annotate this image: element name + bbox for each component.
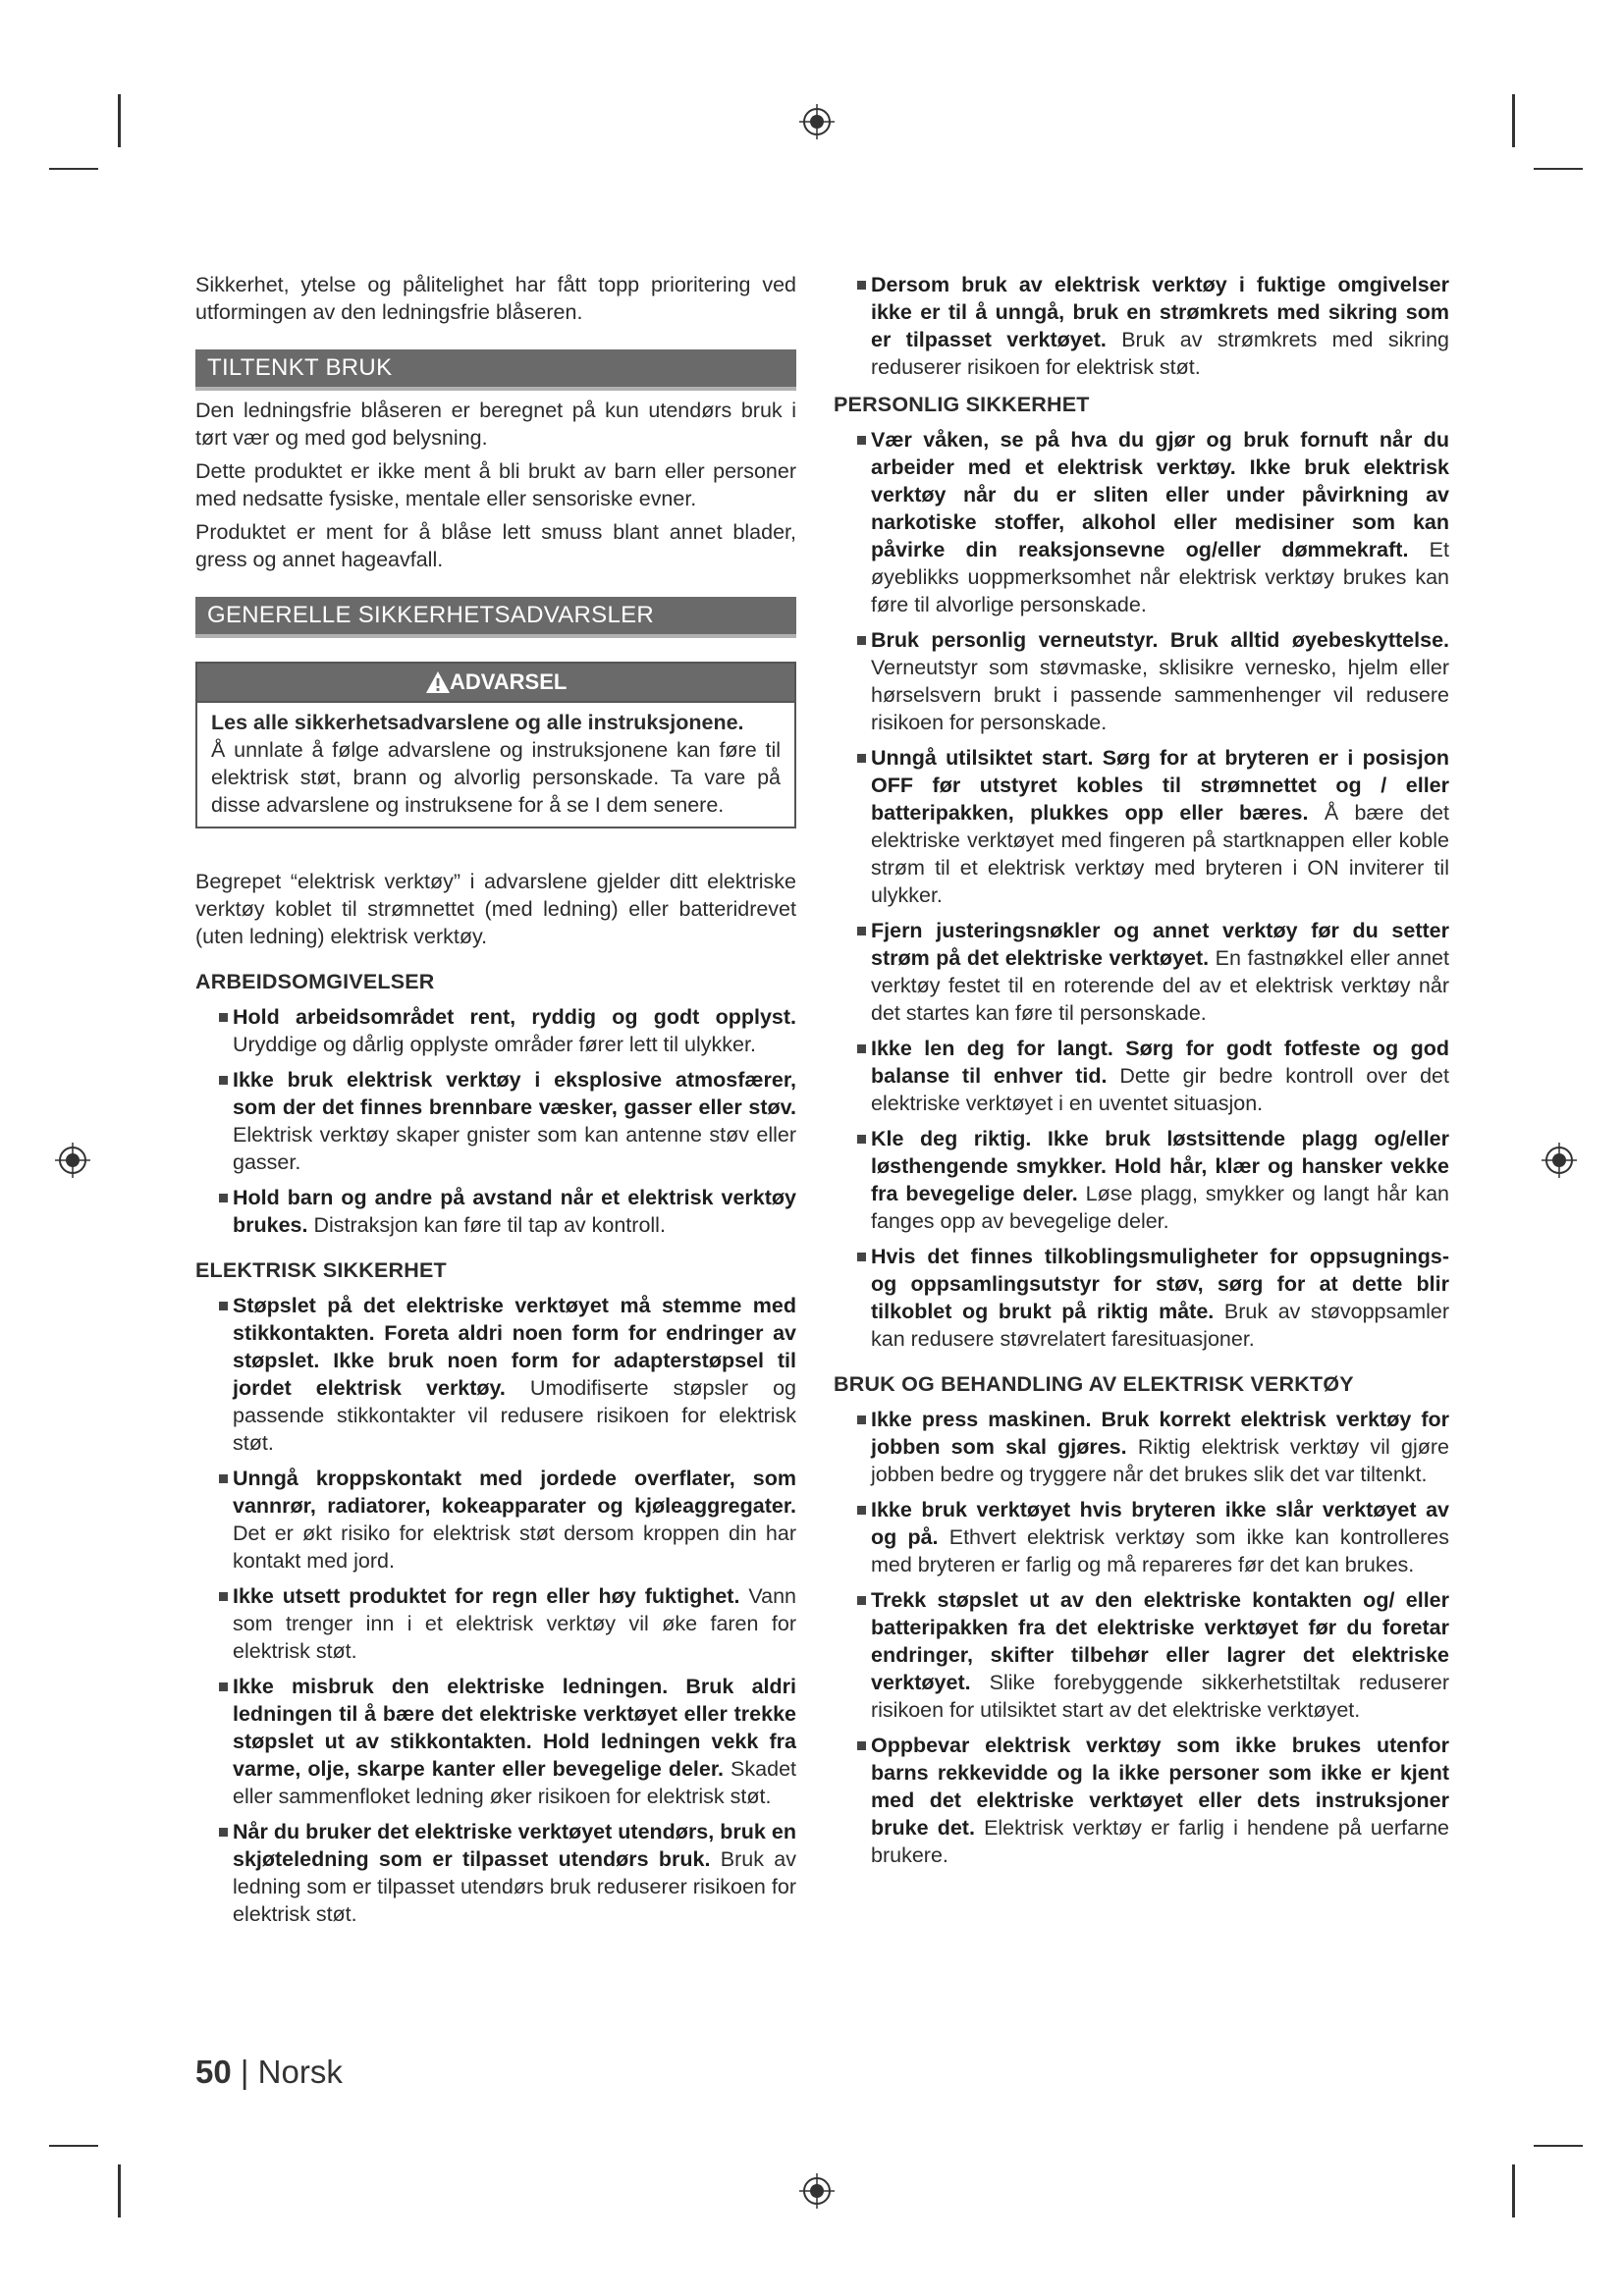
list-continued: [834, 271, 1449, 381]
bullet-icon: [857, 754, 866, 763]
warning-header: [197, 664, 794, 703]
list-personlig-sikkerhet: [834, 426, 1449, 1353]
heading-elektrisk-sikkerhet: ELEKTRISK SIKKERHET: [195, 1258, 447, 1282]
bullet-icon: [219, 1302, 228, 1310]
crop-mark: [118, 2164, 121, 2217]
list-item: Trekk støpslet ut av den elektriske kontakten og/ eller batteripakken fra det elektriske verktøyet før du foretar endringer, skifter tilbehør eller lagrer det elektriske verktøyet. Slike forebyggende sikkerhetstiltak reduserer risikoen for utilsiktet start av det elektriske verktøyet.: [834, 1586, 1449, 1724]
left-column: [195, 271, 796, 1936]
bullet-icon: [857, 636, 866, 645]
bullet-icon: [219, 1592, 228, 1601]
list-item: Fjern justeringsnøkler og annet verktøy før du setter strøm på det elektriske verktøyet. En fastnøkkel eller annet verktøy festet til en roterende del av et elektrisk verktøy når det startes kan føre til personskade.: [834, 917, 1449, 1027]
crop-mark: [1534, 2145, 1583, 2147]
bullet-icon: [857, 281, 866, 290]
list-item: Kle deg riktig. Ikke bruk løstsittende plagg og/eller løsthengende smykker. Hold hår, klær og hansker vekke fra bevegelige deler. Løse plagg, smykker og langt hår kan fanges opp av bevegelige deler.: [834, 1125, 1449, 1235]
heading-personlig-sikkerhet: PERSONLIG SIKKERHET: [834, 393, 1090, 416]
bullet-icon: [857, 927, 866, 935]
bullet-icon: [857, 1135, 866, 1144]
bullet-icon: [857, 1741, 866, 1750]
bullet-icon: [219, 1682, 228, 1691]
registration-mark-icon: [1540, 1141, 1579, 1180]
bullet-icon: [857, 436, 866, 445]
list-item: Unngå kroppskontakt med jordede overflater, som vannrør, radiatorer, kokeapparater og kjøleaggregater. Det er økt risiko for elektrisk støt dersom kroppen din har kontakt med jord.: [195, 1465, 796, 1575]
crop-mark: [49, 2145, 98, 2147]
list-item: Hvis det finnes tilkoblingsmuligheter for oppsugnings- og oppsamlingsutstyr for støv, sørg for at dette blir tilkoblet og brukt på riktig måte. Bruk av støvoppsamler kan redusere støvrelatert faresituasjoner.: [834, 1243, 1449, 1353]
bullet-icon: [219, 1013, 228, 1022]
list-item: Ikke misbruk den elektriske ledningen. Bruk aldri ledningen til å bære det elektriske verktøyet eller trekke støpslet ut av stikkontakten. Hold ledningen vekk fra varme, olje, skarpe kanter eller bevegelige deler. Skadet eller sammenfloket ledning øker risikoen for elektrisk støt.: [195, 1673, 796, 1810]
list-item: Dersom bruk av elektrisk verktøy i fuktige omgivelser ikke er til å unngå, bruk en strømkrets med sikring som er tilpasset verktøyet. Bruk av strømkrets med sikring reduserer risikoen for elektrisk støt.: [834, 271, 1449, 381]
bullet-icon: [857, 1506, 866, 1515]
bullet-icon: [857, 1253, 866, 1261]
bullet-icon: [219, 1474, 228, 1483]
list-item: Bruk personlig verneutstyr. Bruk alltid øyebeskyttelse. Verneutstyr som støvmaske, sklisikre vernesko, hjelm eller hørselsvern brukt i passende sammenhenger vil redusere risikoen for personskade.: [834, 626, 1449, 736]
bullet-icon: [857, 1596, 866, 1605]
bullet-icon: [857, 1415, 866, 1424]
heading-arbeidsomgivelser: ARBEIDSOMGIVELSER: [195, 970, 435, 993]
crop-mark: [118, 94, 121, 147]
list-item: Ikke press maskinen. Bruk korrekt elektrisk verktøy for jobben som skal gjøres. Riktig elektrisk verktøy vil gjøre jobben bedre og tryggere når det brukes slik det var tiltenkt.: [834, 1406, 1449, 1488]
list-item: Ikke bruk elektrisk verktøy i eksplosive atmosfærer, som der det finnes brennbare væsker, gasser eller støv. Elektrisk verktøy skaper gnister som kan antenne støv eller gasser.: [195, 1066, 796, 1176]
begrepet-paragraph: Begrepet “elektrisk verktøy” i advarslene gjelder ditt elektriske verktøy koblet til strømnettet (med ledning) eller batteridrevet (uten ledning) elektrisk verktøy.: [195, 870, 796, 948]
list-item: Når du bruker det elektriske verktøyet utendørs, bruk en skjøteledning som er tilpasset utendørs bruk. Bruk av ledning som er tilpasset utendørs bruk reduserer risikoen for elektrisk støt.: [195, 1818, 796, 1928]
footer-separator: |: [231, 2054, 258, 2090]
tiltenkt-paragraph: Produktet er ment for å blåse lett smuss blant annet blader, gress og annet hageavfall.: [195, 520, 796, 571]
crop-mark: [49, 168, 98, 170]
warning-text: Å unnlate å følge advarslene og instruksjonene kan føre til elektrisk støt, brann og alvorlig personskade. Ta vare på disse advarslene og instruksene for å se I dem senere.: [211, 738, 781, 817]
intro-paragraph: Sikkerhet, ytelse og pålitelighet har fått topp prioritering ved utformingen av den ledningsfrie blåseren.: [195, 273, 796, 324]
registration-mark-icon: [53, 1141, 92, 1180]
tiltenkt-paragraph: Dette produktet er ikke ment å bli brukt av barn eller personer med nedsatte fysiske, mentale eller sensoriske evner.: [195, 459, 796, 510]
warning-box: [195, 662, 796, 828]
list-bruk-og-behandling: [834, 1406, 1449, 1869]
crop-mark: [1534, 168, 1583, 170]
registration-mark-icon: [797, 2171, 837, 2211]
crop-mark: [1512, 94, 1515, 147]
warning-triangle-icon: [425, 670, 451, 694]
list-item: Unngå utilsiktet start. Sørg for at bryteren er i posisjon OFF før utstyret kobles til strømnettet og / eller batteripakken, plukkes opp eller bæres. Å bære det elektriske verktøyet med fingeren på startknappen eller koble strøm til et elektrisk verktøy med bryteren i ON inviterer til ulykker.: [834, 744, 1449, 909]
bullet-icon: [219, 1828, 228, 1837]
tiltenkt-paragraph: Den ledningsfrie blåseren er beregnet på kun utendørs bruk i tørt vær og med god belysning.: [195, 399, 796, 450]
list-arbeidsomgivelser: [195, 1003, 796, 1239]
registration-mark-icon: [797, 102, 837, 141]
list-item: Oppbevar elektrisk verktøy som ikke brukes utenfor barns rekkevidde og la ikke personer som ikke er kjent med det elektriske verktøyet eller dets instruksjoner bruke det. Elektrisk verktøy er farlig i hendene på uerfarne brukere.: [834, 1732, 1449, 1869]
warning-title: ADVARSEL: [449, 669, 568, 694]
warning-lead: Les alle sikkerhetsadvarslene og alle instruksjonene.: [211, 711, 744, 734]
heading-bruk-og-behandling: BRUK OG BEHANDLING AV ELEKTRISK VERKTØY: [834, 1372, 1354, 1396]
list-item: Hold arbeidsområdet rent, ryddig og godt opplyst. Uryddige og dårlig opplyste områder fører lett til ulykker.: [195, 1003, 796, 1058]
footer-language: Norsk: [257, 2054, 343, 2090]
list-item: Vær våken, se på hva du gjør og bruk fornuft når du arbeider med et elektrisk verktøy. Ikke bruk elektrisk verktøy når du er sliten eller under påvirkning av narkotiske stoffer, alkohol eller medisiner som kan påvirke din reaksjonsevne og/eller dømmekraft. Et øyeblikks uoppmerksomhet når elektrisk verktøy brukes kan føre til alvorlige personskade.: [834, 426, 1449, 618]
bullet-icon: [219, 1076, 228, 1085]
list-item: Ikke utsett produktet for regn eller høy fuktighet. Vann som trenger inn i et elektrisk verktøy vil øke faren for elektrisk støt.: [195, 1582, 796, 1665]
list-item: Hold barn og andre på avstand når et elektrisk verktøy brukes. Distraksjon kan føre til tap av kontroll.: [195, 1184, 796, 1239]
page-number: 50: [195, 2054, 232, 2090]
list-item: Ikke bruk verktøyet hvis bryteren ikke slår verktøyet av og på. Ethvert elektrisk verktøy som ikke kan kontrolleres med bryteren er farlig og må repareres før det kan brukes.: [834, 1496, 1449, 1578]
page-footer: [195, 2054, 343, 2091]
list-item: Støpslet på det elektriske verktøyet må stemme med stikkontakten. Foreta aldri noen form for endringer av støpslet. Ikke bruk noen form for adapterstøpsel til jordet elektrisk verktøy. Umodifiserte støpsler og passende stikkontakter vil redusere risikoen for elektrisk støt.: [195, 1292, 796, 1457]
crop-mark: [1512, 2164, 1515, 2217]
bullet-icon: [857, 1044, 866, 1053]
right-column: [834, 271, 1449, 1877]
section-band-tiltenkt: TILTENKT BRUK: [195, 349, 796, 391]
bullet-icon: [219, 1194, 228, 1202]
list-item: Ikke len deg for langt. Sørg for godt fotfeste og god balanse til enhver tid. Dette gir bedre kontroll over det elektriske verktøyet i en uventet situasjon.: [834, 1035, 1449, 1117]
list-elektrisk-sikkerhet: [195, 1292, 796, 1928]
section-band-generelle: GENERELLE SIKKERHETSADVARSLER: [195, 597, 796, 638]
